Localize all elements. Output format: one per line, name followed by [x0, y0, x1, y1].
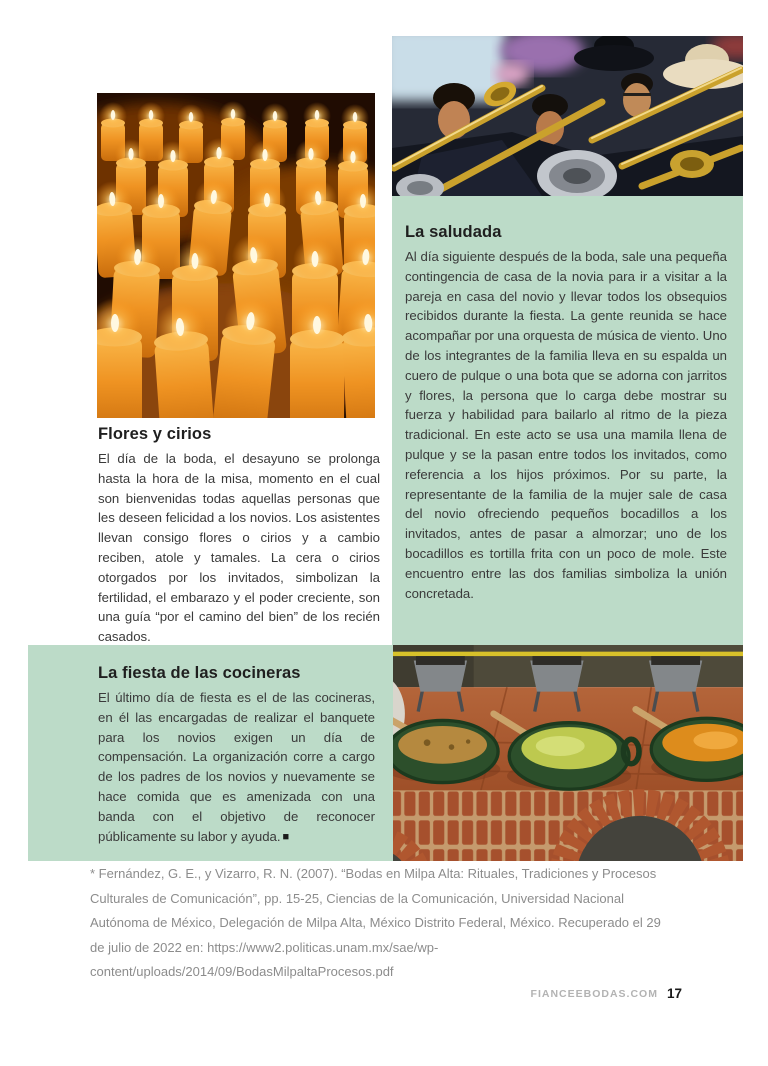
- saludada-title: La saludada: [405, 223, 502, 241]
- section-la-saludada: [392, 196, 743, 648]
- cocineras-body: [98, 688, 375, 847]
- candles-photo: [97, 93, 375, 418]
- article-end-mark-icon: ■: [282, 830, 290, 843]
- site-name: FIANCEEBODAS.COM: [530, 987, 658, 1000]
- page-footer: [531, 986, 682, 1001]
- candles-photo-art: [97, 93, 375, 418]
- page-number: 17: [666, 986, 682, 1001]
- section-fiesta-cocineras: [28, 645, 393, 861]
- flores-body: El día de la boda, el desayuno se prolonga hasta la hora de la misa, momento en el cual son bienvenidas todas aquellas personas que les deseen felicidad a los novios. Los asistentes llevan consigo flores o cirios y a cambio reciben, atole y tamales. La cera o cirios otorgados por los invitados, simbolizan la fertilidad, el embarazo y el poder creciente, son una guía “por el camino del bien” de los recién casados.: [98, 451, 380, 645]
- mole-pots-photo-art: [393, 645, 743, 861]
- brass-band-photo: [392, 36, 743, 196]
- cocineras-title: La fiesta de las cocineras: [98, 664, 301, 682]
- cocineras-body-text: El último día de fiesta es el de las cocineras, en él las encargadas de realizar el banquete para los novios exigen un día de compensación. La organización corre a cargo de los padres de los novios y nuevamente se hace comida que es amenizada con una banda con el objetivo de reconocer públicamente su labor y ayuda.: [98, 690, 375, 844]
- flores-title: Flores y cirios: [98, 425, 212, 443]
- bottom-row: [28, 645, 743, 861]
- brass-band-photo-art: [392, 36, 743, 196]
- section-flores-y-cirios: [98, 424, 380, 647]
- saludada-body: Al día siguiente después de la boda, sale una pequeña contingencia de casa de la novia para ir a visitar a la pareja en casa del novio y llevar todos los obsequios recibidos durante la fiesta. La gente reunida se hace acompañar por una orquesta de música de viento. Uno de los integrantes de la familia lleva en su espalda un cuero de pulque o una bota que se adorna con jarritos y flores, la persona que lo carga debe mostrar su fuerza y habilidad para bailarlo al ritmo de la pieza tradicional. En este acto se usa una mamila llena de pulque y se la pasan entre todos los invitados, como referencia a los hijos próximos. Por su parte, la representante de la familia de la mujer sale de casa del novio ofreciendo pequeños bocadillos a los invitados, antes de pasar a almorzar; uno de los bocadillos es tortilla frita con un poco de mole. Este encuentro entre las dos familias simboliza la unión concretada.: [405, 249, 727, 601]
- footnote-citation: * Fernández, G. E., y Vizarro, R. N. (2007). “Bodas en Milpa Alta: Rituales, Tradiciones y Procesos Culturales de Comunicación”, pp. 15-25, Ciencias de la Comunicación, Universidad Nacional Autónoma de México, Delegación de Milpa Alta, México Distrito Federal, México. Recuperado el 29 de julio de 2022 en: https://www2.politicas.unam.mx/sae/wp-content/uploads/2014/09/BodasMilpaltaProcesos.pdf: [90, 866, 661, 979]
- mole-pots-photo: [393, 645, 743, 861]
